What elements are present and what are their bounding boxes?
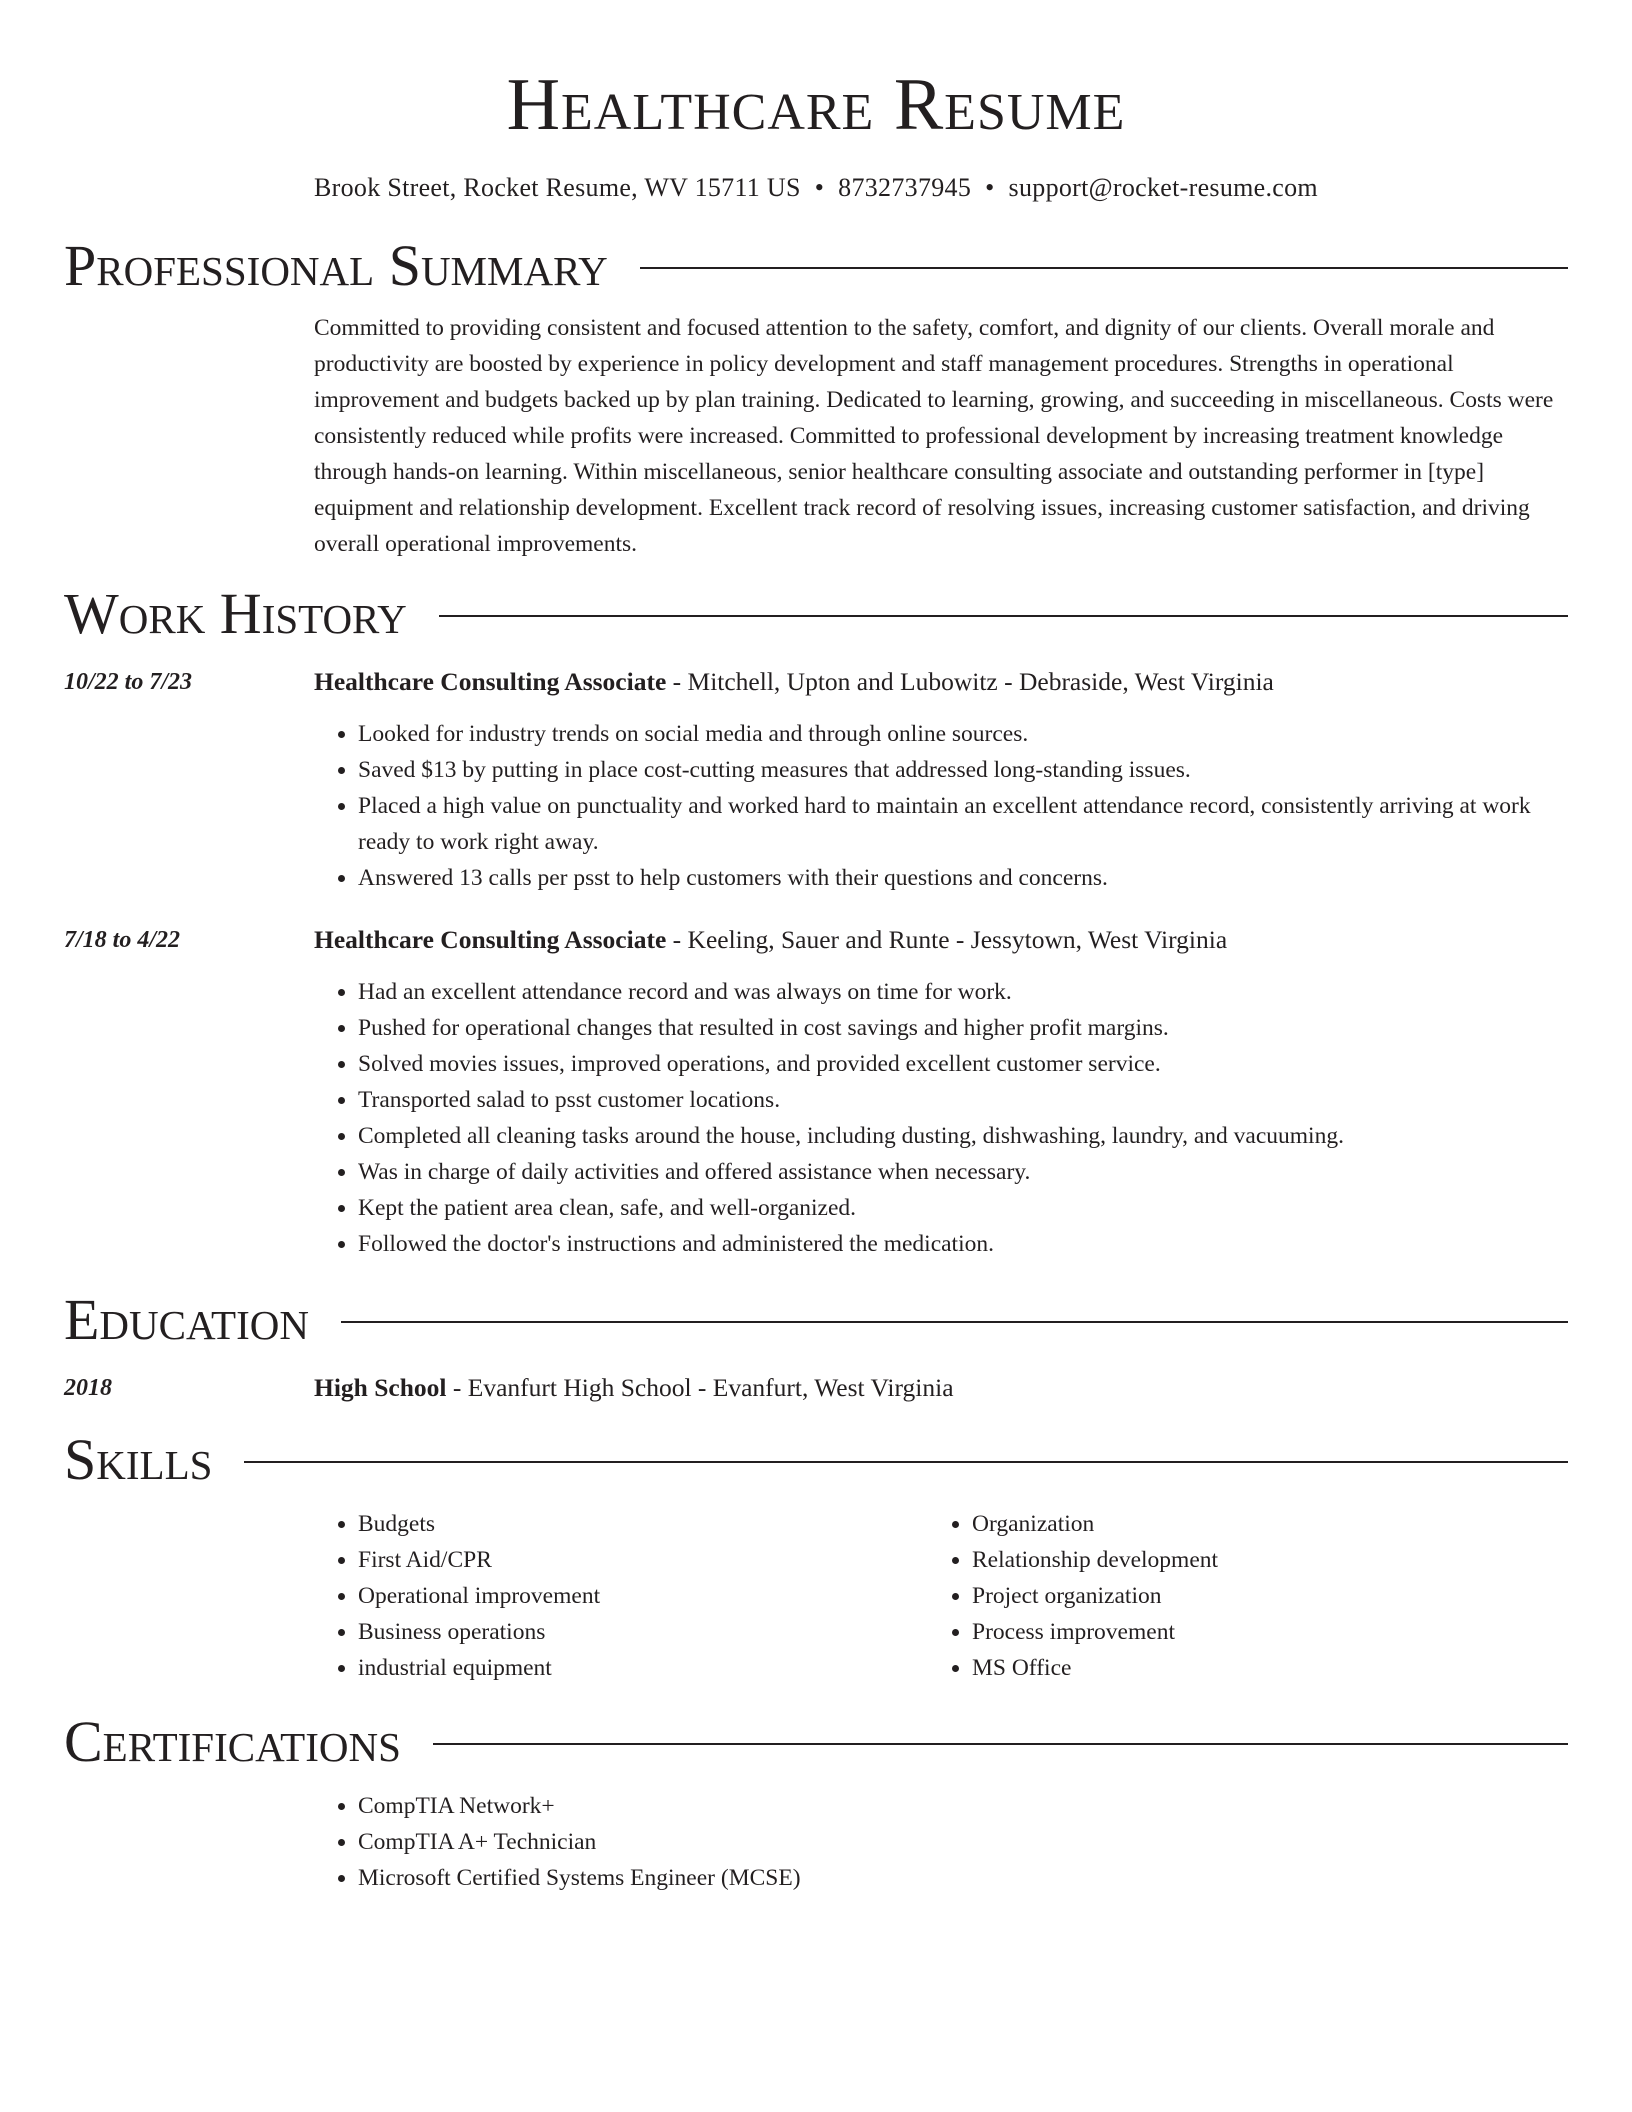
job-entry	[64, 662, 1568, 896]
list-item: • Placed a high value on punctuality and worked hard to maintain an excellent attendance record, consistently arriving at work ready to work right away.	[358, 788, 1568, 860]
list-item: • Budgets	[358, 1506, 928, 1542]
job-dates: 10/22 to 7/23	[64, 669, 193, 695]
list-item: • First Aid/CPR	[358, 1542, 928, 1578]
separator: •	[814, 173, 825, 202]
list-item: • Transported salad to psst customer locations.	[358, 1082, 1568, 1118]
section-divider	[341, 1321, 1568, 1323]
list-item: • CompTIA A+ Technician	[358, 1824, 1568, 1860]
job-details: - Keeling, Sauer and Runte - Jessytown, West Virginia	[666, 925, 1228, 954]
list-item: • Answered 13 calls per psst to help customers with their questions and concerns.	[358, 860, 1568, 896]
section-divider	[244, 1461, 1568, 1463]
list-item: • Microsoft Certified Systems Engineer (MCSE)	[358, 1860, 1568, 1896]
list-item: • CompTIA Network+	[358, 1788, 1568, 1824]
summary-text: Committed to providing consistent and focused attention to the safety, comfort, and dignity of our clients. Overall morale and productivity are boosted by experience in policy development and staff management procedures. Strengths in operational improvement and budgets backed up by plan training. Dedicated to learning, growing, and succeeding in miscellaneous. Costs were consistently reduced while profits were increased. Committed to professional development by increasing treatment knowledge through hands-on learning. Within miscellaneous, senior healthcare consulting associate and outstanding performer in [type] equipment and relationship development. Excellent track record of resolving issues, increasing customer satisfaction, and driving overall operational improvements.	[314, 315, 1554, 557]
section-title-skills: Skills	[64, 1427, 213, 1492]
job-heading	[314, 920, 1568, 960]
summary-section-header	[64, 234, 1568, 298]
skills-section-header	[64, 1428, 1568, 1492]
skills-column-right	[928, 1506, 1542, 1686]
job-dates: 7/18 to 4/22	[64, 927, 181, 953]
list-item: • Was in charge of daily activities and offered assistance when necessary.	[358, 1154, 1568, 1190]
job-body	[314, 662, 1568, 896]
job-role: Healthcare Consulting Associate	[314, 667, 667, 696]
job-bullets	[314, 716, 1568, 896]
section-title-work: Work History	[64, 581, 407, 646]
list-item: • Saved $13 by putting in place cost-cutting measures that addressed long-standing issues.	[358, 752, 1568, 788]
certifications-list	[314, 1788, 1568, 1896]
job-bullets	[314, 974, 1568, 1262]
job-body	[314, 920, 1568, 1262]
job-role: Healthcare Consulting Associate	[314, 925, 667, 954]
education-section-header	[64, 1288, 1568, 1352]
list-item: • Completed all cleaning tasks around the house, including dusting, dishwashing, laundry, and vacuuming.	[358, 1118, 1568, 1154]
list-item: • Relationship development	[972, 1542, 1542, 1578]
section-title-education: Education	[64, 1287, 309, 1352]
section-title-summary: Professional Summary	[64, 233, 608, 298]
job-entry	[64, 920, 1568, 1262]
section-title-certifications: Certifications	[64, 1709, 401, 1774]
education-year: 2018	[64, 1375, 112, 1401]
list-item: • Solved movies issues, improved operations, and provided excellent customer service.	[358, 1046, 1568, 1082]
education-heading	[314, 1368, 1568, 1408]
list-item: • Kept the patient area clean, safe, and well-organized.	[358, 1190, 1568, 1226]
section-divider	[640, 267, 1568, 269]
section-divider	[433, 1743, 1568, 1745]
list-item: • MS Office	[972, 1650, 1542, 1686]
email: support@rocket-resume.com	[1008, 173, 1318, 202]
section-divider	[439, 615, 1568, 617]
education-body	[314, 1368, 1568, 1408]
education-entry	[64, 1368, 1568, 1408]
job-heading	[314, 662, 1568, 702]
separator: •	[985, 173, 995, 202]
list-item: • Pushed for operational changes that resulted in cost savings and higher profit margins.	[358, 1010, 1568, 1046]
education-details: - Evanfurt High School - Evanfurt, West Virginia	[446, 1373, 954, 1402]
education-degree: High School	[314, 1373, 447, 1402]
certifications-items	[314, 1788, 1568, 1896]
list-item: • Operational improvement	[358, 1578, 928, 1614]
phone: 8732737945	[838, 173, 972, 202]
list-item: • Project organization	[972, 1578, 1542, 1614]
list-item: • industrial equipment	[358, 1650, 928, 1686]
list-item: • Business operations	[358, 1614, 928, 1650]
contact-line	[64, 172, 1568, 204]
list-item: • Organization	[972, 1506, 1542, 1542]
list-item: • Had an excellent attendance record and was always on time for work.	[358, 974, 1568, 1010]
list-item: • Followed the doctor's instructions and administered the medication.	[358, 1226, 1568, 1262]
list-item: • Looked for industry trends on social media and through online sources.	[358, 716, 1568, 752]
certifications-section-header	[64, 1710, 1568, 1774]
resume-name: Healthcare Resume	[506, 64, 1126, 146]
list-item: • Process improvement	[972, 1614, 1542, 1650]
skills-grid	[314, 1506, 1568, 1686]
work-section-header	[64, 582, 1568, 646]
skills-column-left	[314, 1506, 928, 1686]
job-details: - Mitchell, Upton and Lubowitz - Debraside, West Virginia	[666, 667, 1274, 696]
address: Brook Street, Rocket Resume, WV 15711 US	[314, 173, 801, 202]
